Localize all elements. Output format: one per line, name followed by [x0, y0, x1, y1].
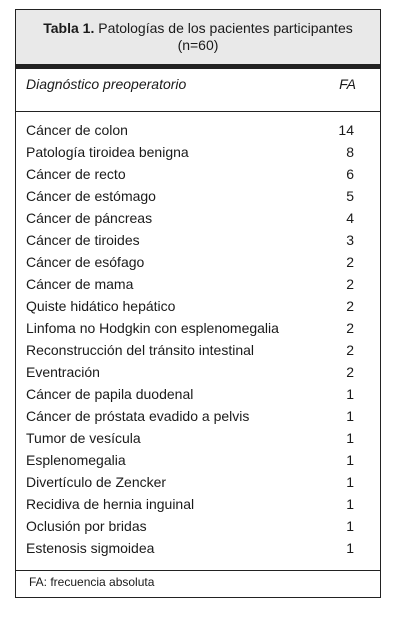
row-frequency: 1	[346, 408, 354, 424]
table-row	[16, 207, 380, 229]
row-diagnosis: Cáncer de estómago	[26, 188, 156, 204]
row-frequency: 5	[346, 188, 354, 204]
table-row	[16, 383, 380, 405]
row-frequency: 1	[346, 496, 354, 512]
row-frequency: 1	[346, 518, 354, 534]
header-frequency: FA	[339, 76, 356, 92]
table-row	[16, 471, 380, 493]
row-frequency: 1	[346, 540, 354, 556]
caption-sample-size: (n=60)	[177, 37, 219, 53]
row-diagnosis: Reconstrucción del tránsito intestinal	[26, 342, 255, 358]
row-frequency: 2	[346, 320, 354, 336]
table-row	[16, 317, 380, 339]
row-frequency: 1	[346, 430, 354, 446]
row-diagnosis: Esplenomegalia	[26, 452, 126, 468]
table-row	[16, 537, 380, 559]
table-caption	[16, 10, 380, 65]
table-footnote: FA: frecuencia absoluta	[29, 575, 155, 589]
row-frequency: 1	[346, 452, 354, 468]
header-divider	[16, 111, 380, 112]
caption-divider	[16, 65, 380, 69]
row-diagnosis: Tumor de vesícula	[26, 430, 141, 446]
table-row	[16, 229, 380, 251]
caption-title: Patologías de los pacientes participantes	[98, 20, 353, 36]
table-row	[16, 273, 380, 295]
row-frequency: 3	[346, 232, 354, 248]
row-frequency: 14	[338, 122, 354, 138]
row-frequency: 2	[346, 298, 354, 314]
pathology-table	[15, 9, 381, 598]
table-body	[16, 119, 380, 559]
table-row	[16, 515, 380, 537]
row-diagnosis: Divertículo de Zencker	[26, 474, 167, 490]
row-frequency: 2	[346, 364, 354, 380]
row-diagnosis: Cáncer de tiroides	[26, 232, 140, 248]
row-diagnosis: Cáncer de recto	[26, 166, 126, 182]
row-frequency: 6	[346, 166, 354, 182]
table-row	[16, 119, 380, 141]
row-diagnosis: Cáncer de próstata evadido a pelvis	[26, 408, 250, 424]
table-header	[16, 76, 380, 98]
table-row	[16, 493, 380, 515]
table-row	[16, 141, 380, 163]
row-diagnosis: Cáncer de esófago	[26, 254, 145, 270]
row-frequency: 2	[346, 342, 354, 358]
row-frequency: 2	[346, 276, 354, 292]
header-diagnosis: Diagnóstico preoperatorio	[26, 76, 187, 92]
table-row	[16, 251, 380, 273]
row-diagnosis: Patología tiroidea benigna	[26, 144, 189, 160]
row-diagnosis: Cáncer de colon	[26, 122, 128, 138]
row-diagnosis: Recidiva de hernia inguinal	[26, 496, 195, 512]
row-diagnosis: Estenosis sigmoidea	[26, 540, 155, 556]
row-diagnosis: Oclusión por bridas	[26, 518, 147, 534]
table-row	[16, 163, 380, 185]
row-frequency: 1	[346, 474, 354, 490]
table-row	[16, 185, 380, 207]
table-row	[16, 339, 380, 361]
row-frequency: 8	[346, 144, 354, 160]
table-row	[16, 449, 380, 471]
row-diagnosis: Cáncer de papila duodenal	[26, 386, 194, 402]
row-diagnosis: Cáncer de páncreas	[26, 210, 153, 226]
table-row	[16, 427, 380, 449]
row-frequency: 1	[346, 386, 354, 402]
row-diagnosis: Linfoma no Hodgkin con esplenomegalia	[26, 320, 279, 336]
table-row	[16, 405, 380, 427]
footer-divider	[16, 570, 380, 571]
row-diagnosis: Cáncer de mama	[26, 276, 134, 292]
row-diagnosis: Eventración	[26, 364, 100, 380]
row-frequency: 4	[346, 210, 354, 226]
table-row	[16, 295, 380, 317]
row-frequency: 2	[346, 254, 354, 270]
table-row	[16, 361, 380, 383]
caption-label: Tabla 1.	[43, 20, 95, 36]
row-diagnosis: Quiste hidático hepático	[26, 298, 176, 314]
